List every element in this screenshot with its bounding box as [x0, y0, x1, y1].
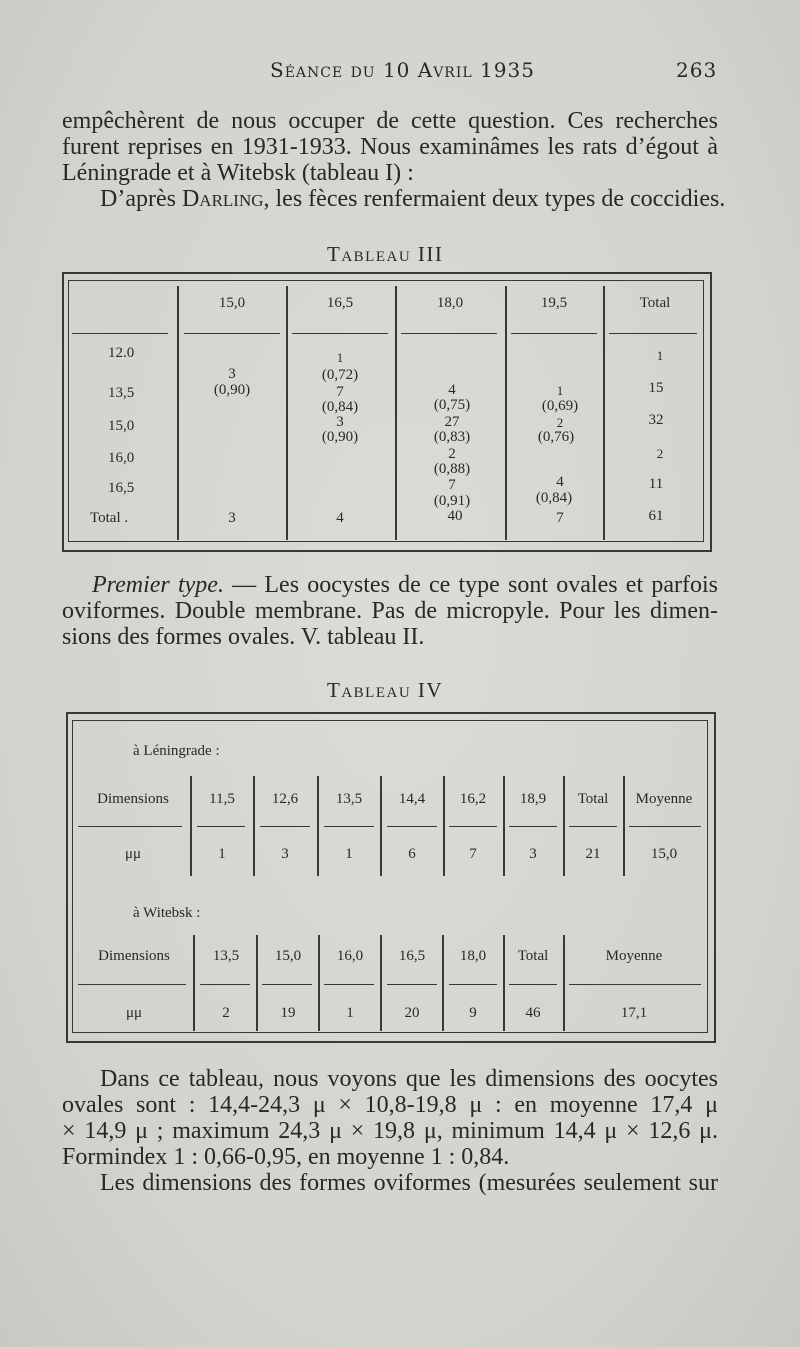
leningrad-value: 3	[281, 846, 289, 862]
table3-cell: (0,84)	[321, 399, 359, 415]
table4-underline	[387, 826, 437, 827]
darling-line	[100, 186, 726, 212]
closing-line: ovales sont : 14,4-24,3 μ × 10,8-19,8 μ : en moyenne 17,4 μ	[62, 1092, 718, 1118]
witebsk-value: 19	[280, 1005, 296, 1021]
witebsk-value: 1	[346, 1005, 354, 1021]
witebsk-header: 18,0	[459, 948, 487, 964]
table3-cell: 4	[448, 382, 456, 398]
table3-total: 11	[648, 476, 664, 492]
table3-cell: 40	[447, 508, 463, 524]
table4-underline	[629, 826, 701, 827]
leningrad-value: 15,0	[650, 846, 678, 862]
leningrad-header: Moyenne	[635, 791, 693, 807]
premier-line: oviformes. Double membrane. Pas de micropyle. Pour les dimen-	[62, 598, 718, 624]
witebsk-header: Total	[517, 948, 549, 964]
table3-row-label: 15,0	[108, 418, 135, 434]
witebsk-header: 15,0	[274, 948, 302, 964]
leningrad-header: 18,9	[519, 791, 547, 807]
closing-paragraph	[62, 1066, 718, 1196]
table3-col-header: 15,0	[218, 295, 246, 311]
leningrad-value: 1	[218, 846, 226, 862]
table3-underline	[401, 333, 497, 334]
table3-cell: (0,84)	[535, 490, 573, 506]
leningrad-header: Total	[577, 791, 609, 807]
table3-total: 2	[656, 446, 664, 461]
table4-inner-frame	[72, 720, 708, 1033]
table3-col-header: Total	[639, 295, 671, 311]
table3-cell: (0,83)	[433, 429, 471, 445]
leningrad-unit: μμ	[124, 846, 142, 862]
closing-line: Dans ce tableau, nous voyons que les dimensions des oocytes	[100, 1066, 718, 1092]
table4-underline	[509, 826, 557, 827]
table4-underline	[260, 826, 310, 827]
table3-cell: 4	[556, 474, 564, 490]
table4-underline	[324, 826, 374, 827]
leningrad-value: 1	[345, 846, 353, 862]
table3-cell: 1	[556, 383, 564, 398]
table3-rule	[395, 286, 397, 540]
premier-type-paragraph	[62, 572, 718, 650]
table4-rule	[253, 776, 255, 876]
witebsk-unit: μμ	[125, 1005, 143, 1021]
table3-total: 15	[648, 380, 664, 396]
intro-line: empêchèrent de nous occuper de cette question. Ces recherches	[62, 108, 718, 134]
page-number: 263	[676, 58, 718, 82]
witebsk-value: 20	[404, 1005, 420, 1021]
leningrad-header: 12,6	[271, 791, 299, 807]
leningrad-header: 16,2	[459, 791, 487, 807]
darling-before: D’après	[100, 186, 176, 212]
witebsk-label: à Witebsk :	[133, 905, 201, 921]
table4-rule	[503, 776, 505, 876]
table4-underline	[324, 984, 374, 985]
table3-col-header: 16,5	[326, 295, 354, 311]
premier-line	[62, 572, 718, 598]
closing-line: Formindex 1 : 0,66-0,95, en moyenne 1 : 0,84.	[62, 1144, 510, 1170]
table3-cell: (0,75)	[433, 397, 471, 413]
table3-title: Tableau III	[327, 242, 444, 266]
closing-line: Les dimensions des formes oviformes (mesurées seulement sur	[100, 1170, 718, 1196]
table4-rule	[503, 935, 505, 1031]
table4-underline	[78, 826, 182, 827]
witebsk-value: 46	[525, 1005, 541, 1021]
table4-rule	[442, 935, 444, 1031]
table4-rule	[317, 776, 319, 876]
table3-row-label: 12.0	[108, 345, 135, 361]
table4-underline	[569, 984, 701, 985]
table3-cell: (0,72)	[321, 367, 359, 383]
table4-rule	[563, 776, 565, 876]
table3-cell: (0,88)	[433, 461, 471, 477]
leningrad-value: 21	[585, 846, 601, 862]
table4-rule	[190, 776, 192, 876]
premier-line: sions des formes ovales. V. tableau II.	[62, 624, 425, 650]
table3-cell: 4	[336, 510, 344, 526]
intro-line: Léningrade et à Witebsk (tableau I) :	[62, 160, 414, 186]
table3-row-label: 16,5	[108, 480, 135, 496]
premier-heading: Premier type.	[92, 572, 224, 598]
witebsk-value: 9	[469, 1005, 477, 1021]
intro-line: furent reprises en 1931-1933. Nous examinâmes les rats d’égout à	[62, 134, 718, 160]
table3-cell: 3	[228, 510, 236, 526]
table4-rule	[193, 935, 195, 1031]
table3-row-label: Total .	[90, 510, 129, 526]
table3-cell: (0,91)	[433, 493, 471, 509]
table4-title: Tableau IV	[327, 678, 444, 702]
leningrad-header: 11,5	[209, 791, 235, 807]
table3-rule	[177, 286, 179, 540]
darling-after: , les fèces renfermaient deux types de coccidies.	[263, 186, 726, 212]
table3-cell: 2	[556, 415, 564, 430]
witebsk-header: Moyenne	[605, 948, 663, 964]
table4-underline	[200, 984, 250, 985]
table4-rule	[318, 935, 320, 1031]
table3-cell: 27	[444, 414, 460, 430]
witebsk-dim-label: Dimensions	[98, 948, 170, 964]
table4-rule	[256, 935, 258, 1031]
table4-underline	[78, 984, 186, 985]
table4-rule	[443, 776, 445, 876]
table4-rule	[563, 935, 565, 1031]
table4-rule	[380, 776, 382, 876]
table3-cell: 3	[336, 414, 344, 430]
table3-cell: (0,69)	[541, 398, 579, 414]
table3-underline	[511, 333, 597, 334]
witebsk-header: 16,0	[336, 948, 364, 964]
table3-underline	[72, 333, 168, 334]
witebsk-header: 16,5	[398, 948, 426, 964]
table3-underline	[184, 333, 280, 334]
table3-row-label: 13,5	[108, 385, 135, 401]
table4-underline	[449, 826, 497, 827]
table3-cell: 2	[448, 446, 456, 462]
table4-rule	[380, 935, 382, 1031]
table3-underline	[292, 333, 388, 334]
premier-line-text: — Les oocystes de ce type sont ovales et parfois	[223, 572, 718, 598]
table3-cell: (0,90)	[213, 382, 251, 398]
leningrad-value: 3	[529, 846, 537, 862]
table4-underline	[262, 984, 312, 985]
leningrad-header: 14,4	[398, 791, 426, 807]
table4-underline	[569, 826, 617, 827]
leningrad-value: 6	[408, 846, 416, 862]
leningrad-dim-label: Dimensions	[97, 791, 169, 807]
leningrad-label: à Léningrade :	[133, 743, 220, 759]
table3-col-header: 18,0	[436, 295, 464, 311]
table4-rule	[623, 776, 625, 876]
table3-cell: (0,76)	[537, 429, 575, 445]
intro-paragraph	[62, 108, 718, 186]
witebsk-header: 13,5	[212, 948, 240, 964]
table4-underline	[387, 984, 437, 985]
leningrad-value: 7	[469, 846, 477, 862]
table3-cell: 7	[448, 477, 456, 493]
table3-cell: 7	[556, 510, 564, 526]
table3-total: 61	[648, 508, 664, 524]
table3-cell: (0,90)	[321, 429, 359, 445]
table3-total: 32	[648, 412, 664, 428]
table3-rule	[603, 286, 605, 540]
witebsk-value: 17,1	[620, 1005, 648, 1021]
table3-cell: 1	[336, 350, 344, 365]
running-header-title: Séance du 10 Avril 1935	[270, 58, 535, 82]
closing-line: × 14,9 μ ; maximum 24,3 μ × 19,8 μ, minimum 14,4 μ × 12,6 μ.	[62, 1118, 718, 1144]
table3-cell: 7	[336, 384, 344, 400]
table3-cell: 3	[228, 366, 236, 382]
table3-underline	[609, 333, 697, 334]
author-name: Darling	[181, 186, 264, 212]
witebsk-value: 2	[222, 1005, 230, 1021]
table3-total: 1	[656, 348, 664, 363]
table3-rule	[505, 286, 507, 540]
table3-col-header: 19,5	[540, 295, 568, 311]
table3-inner-frame	[68, 280, 704, 542]
table4-underline	[197, 826, 245, 827]
table4-underline	[449, 984, 497, 985]
table4-underline	[509, 984, 557, 985]
table3-rule	[286, 286, 288, 540]
leningrad-header: 13,5	[335, 791, 363, 807]
table3-row-label: 16,0	[108, 450, 135, 466]
